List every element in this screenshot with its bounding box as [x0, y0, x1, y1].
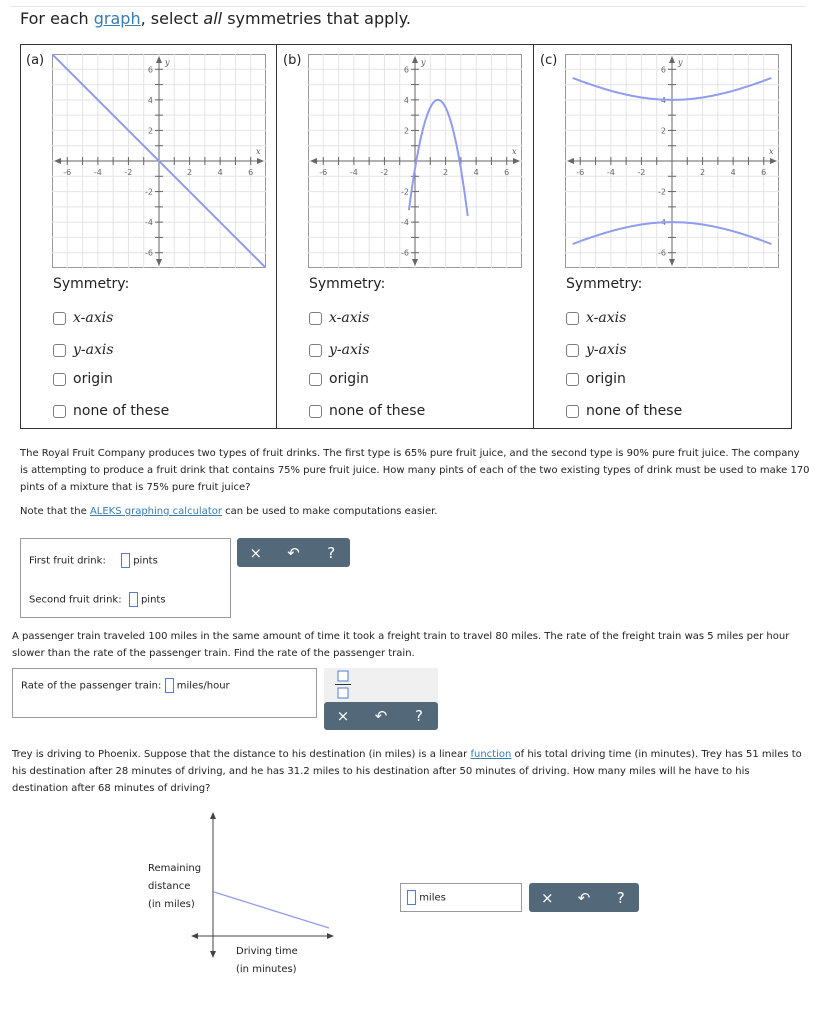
option-none[interactable]: none of these	[53, 403, 213, 419]
column-divider	[533, 44, 534, 429]
unit-label: pints	[140, 594, 166, 606]
y-axis-label: Remaining distance (in miles)	[148, 863, 202, 910]
unit-label: pints	[133, 555, 158, 567]
option-origin[interactable]: origin	[566, 371, 706, 387]
answer-box-q4	[400, 883, 522, 912]
x-tick-label: 4	[217, 168, 223, 177]
x-tick-label: -2	[380, 168, 389, 177]
checkbox[interactable]	[309, 344, 322, 357]
passenger-rate-input[interactable]	[165, 678, 174, 693]
distance-line	[214, 892, 329, 928]
x-axis-label: x	[512, 147, 517, 156]
y-tick-label: 4	[660, 95, 666, 105]
y-tick-label: -6	[658, 248, 666, 258]
answer-box-q3	[12, 668, 317, 718]
x-tick-label: 2	[187, 168, 193, 177]
graph-a	[52, 54, 266, 268]
y-tick-label: 2	[660, 126, 666, 136]
second-drink-input[interactable]	[129, 592, 138, 607]
x-tick-label: 2	[700, 168, 706, 177]
y-tick-label: 2	[147, 126, 153, 136]
x-tick-label: -4	[349, 168, 358, 177]
y-axis-label: y	[678, 58, 683, 67]
option-x-axis[interactable]: x-axis	[53, 310, 193, 326]
help-button[interactable]: ?	[415, 707, 423, 725]
checkbox[interactable]	[566, 344, 579, 357]
x-axis-label: x	[256, 147, 261, 156]
y-tick-label: -6	[401, 248, 409, 258]
option-y-axis[interactable]: y-axis	[53, 342, 193, 358]
checkbox[interactable]	[53, 344, 66, 357]
graph-b-label: (b)	[283, 53, 302, 68]
unit-label: miles	[419, 892, 446, 904]
y-tick-label: 6	[403, 65, 409, 75]
checkbox[interactable]	[309, 312, 322, 325]
column-divider	[276, 44, 277, 429]
help-button[interactable]: ?	[327, 543, 336, 562]
y-tick-label: -4	[145, 218, 153, 228]
option-y-axis[interactable]: y-axis	[309, 342, 449, 358]
checkbox[interactable]	[309, 405, 322, 418]
undo-button[interactable]: ↶	[577, 888, 591, 907]
x-tick-label: 6	[504, 168, 510, 177]
unit-label: miles/hour	[176, 680, 230, 692]
graph-c-label: (c)	[540, 53, 558, 68]
second-drink-row: Second fruit drink: pints	[29, 592, 166, 607]
checkbox[interactable]	[53, 312, 66, 325]
checkbox[interactable]	[53, 405, 66, 418]
calculator-note: Note that the ALEKS graphing calculator can be used to make computations easier.	[20, 506, 438, 517]
answer-box-q2	[20, 538, 231, 618]
symmetry-label: Symmetry:	[309, 276, 386, 292]
undo-button[interactable]: ↶	[287, 543, 300, 562]
miles-input[interactable]	[407, 890, 416, 905]
checkbox[interactable]	[53, 373, 66, 386]
y-axis-arrow-icon	[210, 812, 216, 819]
y-axis-arrow-icon	[210, 951, 216, 958]
miles-row	[407, 890, 446, 905]
y-tick-label: 6	[147, 65, 153, 75]
math-palette	[324, 668, 438, 702]
x-tick-label: 6	[761, 168, 767, 177]
symmetry-label: Symmetry:	[566, 276, 643, 292]
undo-button[interactable]: ↶	[374, 707, 388, 725]
y-tick-label: -2	[401, 187, 409, 197]
toolbar-q3	[324, 702, 438, 730]
clear-button[interactable]: ×	[541, 888, 554, 907]
clear-button[interactable]: ×	[336, 707, 350, 725]
question-3-text: A passenger train traveled 100 miles in the same amount of time it took a freight train to travel 80 miles. The rate of the freight train was 5 miles per hour slower than the rate of the passenger train. Find the rate of the passenger train.	[12, 631, 790, 659]
first-drink-row: First fruit drink: pints	[29, 553, 158, 568]
graph-a-label: (a)	[26, 53, 45, 68]
help-button[interactable]: ?	[616, 888, 625, 907]
symmetry-group-b	[309, 276, 426, 419]
graph-c	[565, 54, 779, 268]
symmetry-group-c	[566, 276, 683, 419]
toolbar-q4	[529, 883, 639, 912]
y-tick-label: 4	[147, 95, 153, 105]
question-title: For each graph, select all symmetries that apply.	[20, 9, 411, 28]
passenger-rate-row: Rate of the passenger train: miles/hour	[21, 678, 230, 693]
fraction-icon[interactable]	[332, 668, 356, 702]
checkbox[interactable]	[309, 373, 322, 386]
x-tick-label: -6	[319, 168, 328, 177]
option-none[interactable]: none of these	[566, 403, 726, 419]
x-tick-label: 6	[248, 168, 254, 177]
graph-link[interactable]: graph	[93, 9, 141, 28]
clear-button[interactable]: ×	[249, 543, 263, 562]
checkbox[interactable]	[566, 373, 579, 386]
x-tick-label: -6	[63, 168, 72, 177]
option-origin[interactable]: origin	[53, 371, 193, 387]
symmetry-label: Symmetry:	[53, 276, 130, 292]
x-tick-label: -2	[124, 168, 133, 177]
y-tick-label: 2	[403, 126, 409, 136]
top-divider	[10, 6, 806, 7]
x-tick-label: -4	[93, 168, 102, 177]
y-tick-label: -2	[658, 187, 666, 197]
question-2-text: The Royal Fruit Company produces two types of fruit drinks. The first type is 65% pure fruit juice, and the second type is 90% pure fruit juice. The company is attempting to produce a fruit drink that contains 75% pure fruit juice. How many pints of each of the two existing types of drink must be used to make 170 pints of a mixture that is 75% pure fruit juice?	[20, 448, 810, 493]
option-x-axis[interactable]: x-axis	[309, 310, 449, 326]
option-origin[interactable]: origin	[309, 371, 449, 387]
option-y-axis[interactable]: y-axis	[566, 342, 706, 358]
x-tick-label: 4	[473, 168, 479, 177]
x-tick-label: 2	[443, 168, 449, 177]
symmetry-group-a	[53, 276, 170, 419]
y-tick-label: -2	[145, 187, 153, 197]
x-tick-label: 4	[730, 168, 736, 177]
x-axis-arrow-icon	[191, 933, 198, 939]
x-tick-label: -2	[637, 168, 646, 177]
y-axis-label: y	[421, 58, 426, 67]
option-x-axis[interactable]: x-axis	[566, 310, 706, 326]
function-link[interactable]: function	[470, 749, 512, 760]
x-tick-label: -4	[606, 168, 615, 177]
calculator-link[interactable]: ALEKS graphing calculator	[89, 506, 222, 517]
y-tick-label: -4	[401, 218, 409, 228]
x-axis-label: x	[769, 147, 774, 156]
first-drink-input[interactable]	[121, 553, 130, 568]
y-tick-label: -4	[658, 218, 666, 228]
x-tick-label: -6	[576, 168, 585, 177]
checkbox[interactable]	[566, 405, 579, 418]
toolbar-q2	[237, 538, 350, 567]
graph-b	[308, 54, 522, 268]
x-axis-label: Driving time (in minutes)	[236, 946, 298, 975]
y-tick-label: 6	[660, 65, 666, 75]
y-tick-label: -6	[145, 248, 153, 258]
y-axis-label: y	[165, 58, 170, 67]
option-none[interactable]: none of these	[309, 403, 469, 419]
question-4-text: Trey is driving to Phoenix. Suppose that the distance to his destination (in miles) is a linear function of his total driving time (in minutes). Trey has 51 miles to his destination after 28 minutes of driving, and he has 31.2 miles to his destination after 50 minutes of driving. How many miles will he have to his destination after 68 minutes of driving?	[12, 749, 802, 794]
x-axis-arrow-icon	[327, 933, 334, 939]
checkbox[interactable]	[566, 312, 579, 325]
y-tick-label: 4	[403, 95, 409, 105]
